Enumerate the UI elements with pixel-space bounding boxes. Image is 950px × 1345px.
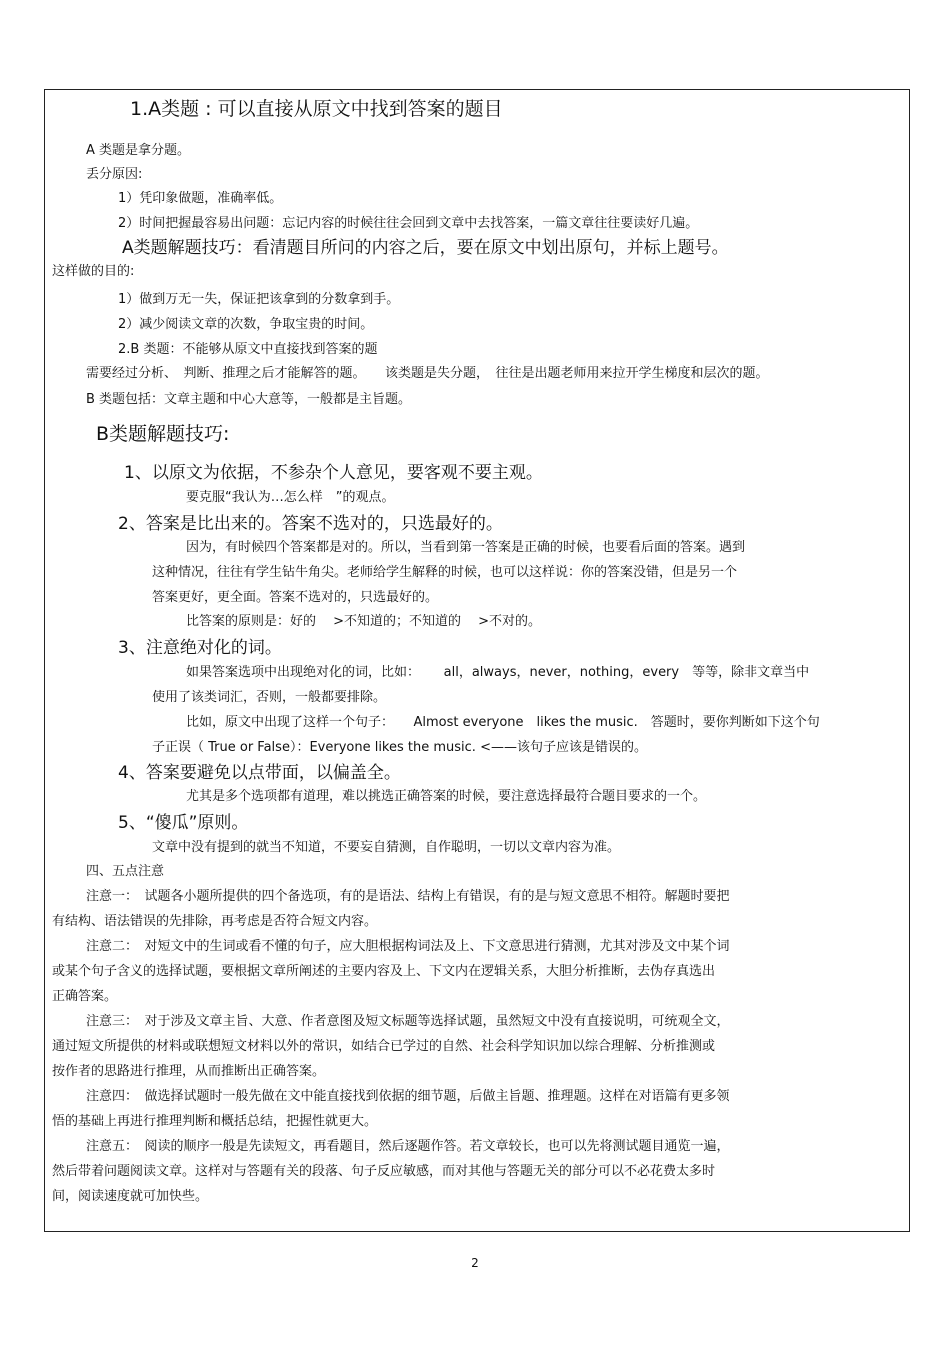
lose-reason-2: 2）时间把握最容易出问题：忘记内容的时候往往会回到文章中去找答案，一篇文章往往要读好几遍。 (118, 216, 699, 231)
rule-3-line-4: 子正误（ True or False）：Everyone likes the music. <——该句子应该是错误的。 (152, 740, 647, 755)
note-2-line-1: 注意二： 对短文中的生词或看不懂的句子，应大胆根据构词法及上、下文意思进行猜测，尤其对涉及文中某个词 (86, 939, 730, 954)
rule-5-line-1: 文章中没有提到的就当不知道，不要妄自猜测，自作聪明，一切以文章内容为准。 (152, 840, 621, 855)
rule-3: 3、注意绝对化的词。 (118, 638, 282, 658)
section-a-tip: A类题解题技巧：看清题目所问的内容之后，要在原文中划出原句，并标上题号。 (122, 238, 729, 258)
rule-2-line-3: 答案更好，更全面。答案不选对的，只选最好的。 (152, 590, 439, 605)
rule-1-note: 要克服“我认为…怎么样 ”的观点。 (186, 490, 395, 505)
rule-4: 4、答案要避免以点带面，以偏盖全。 (118, 763, 401, 783)
rule-1: 1、以原文为依据，不参杂个人意见，要客观不要主观。 (124, 463, 543, 483)
purpose-1: 1）做到万无一失，保证把该拿到的分数拿到手。 (118, 292, 400, 307)
note-4-line-1: 注意四： 做选择试题时一般先做在文中能直接找到依据的细节题，后做主旨题、推理题。这样在对语篇有更多领 (86, 1089, 730, 1104)
purpose-label: 这样做的目的: (52, 264, 135, 279)
rule-2-line-4: 比答案的原则是：好的 >不知道的；不知道的 >不对的。 (186, 614, 542, 629)
note-1-line-2: 有结构、语法错误的先排除，再考虑是否符合短文内容。 (52, 914, 378, 929)
rule-3-line-3: 比如，原文中出现了这样一个句子： Almost everyone likes the music. 答题时，要你判断如下这个句 (186, 715, 820, 730)
section-a-intro: A 类题是拿分题。 (86, 143, 191, 158)
section-a-title: 1.A类题 : 可以直接从原文中找到答案的题目 (130, 98, 503, 120)
lose-reason-label: 丢分原因: (86, 167, 143, 182)
note-2-line-2: 或某个句子含义的选择试题，要根据文章所阐述的主要内容及上、下文内在逻辑关系，大胆分析推断，去伪存真选出 (52, 964, 716, 979)
section-b-includes: B 类题包括：文章主题和中心大意等，一般都是主旨题。 (86, 392, 412, 407)
rule-2: 2、答案是比出来的。答案不选对的，只选最好的。 (118, 514, 503, 534)
lose-reason-1: 1）凭印象做题，准确率低。 (118, 191, 283, 206)
section-b-desc: 需要经过分析、 判断、推理之后才能解答的题。 该类题是失分题， 往往是出题老师用来拉开学生梯度和层次的题。 (86, 366, 769, 381)
rule-3-line-2: 使用了该类词汇，否则，一般都要排除。 (152, 690, 387, 705)
note-5-line-2: 然后带着问题阅读文章。这样对与答题有关的段落、句子反应敏感，而对其他与答题无关的部分可以不必花费太多时 (52, 1164, 716, 1179)
note-2-line-3: 正确答案。 (52, 989, 118, 1004)
rule-5: 5、“傻瓜”原则。 (118, 813, 249, 833)
page-number: 2 (471, 1256, 479, 1270)
section-4-title: 四、五点注意 (86, 864, 165, 879)
note-1-line-1: 注意一： 试题各小题所提供的四个备选项，有的是语法、结构上有错误，有的是与短文意思不相符。解题时要把 (86, 889, 730, 904)
note-3-line-2: 通过短文所提供的材料或联想短文材料以外的常识，如结合已学过的自然、社会科学知识加以综合理解、分析推测或 (52, 1039, 716, 1054)
section-b-tip-heading: B类题解题技巧: (96, 423, 230, 445)
note-5-line-1: 注意五： 阅读的顺序一般是先读短文，再看题目，然后逐题作答。若文章较长，也可以先将测试题目通览一遍， (86, 1139, 730, 1154)
note-3-line-3: 按作者的思路进行推理，从而推断出正确答案。 (52, 1064, 326, 1079)
note-3-line-1: 注意三： 对于涉及文章主旨、大意、作者意图及短文标题等选择试题，虽然短文中没有直接说明，可统观全文， (86, 1014, 730, 1029)
rule-2-line-2: 这种情况，往往有学生钻牛角尖。老师给学生解释的时候，也可以这样说：你的答案没错，但是另一个 (152, 565, 738, 580)
rule-4-line-1: 尤其是多个选项都有道理，难以挑选正确答案的时候，要注意选择最符合题目要求的一个。 (186, 789, 707, 804)
content-frame (44, 89, 910, 1232)
note-5-line-3: 间，阅读速度就可加快些。 (52, 1189, 209, 1204)
section-b-title: 2.B 类题：不能够从原文中直接找到答案的题 (118, 342, 378, 357)
rule-3-line-1: 如果答案选项中出现绝对化的词，比如： all，always，never，nothing，every 等等，除非文章当中 (186, 665, 810, 680)
note-4-line-2: 悟的基础上再进行推理判断和概括总结，把握性就更大。 (52, 1114, 378, 1129)
purpose-2: 2）减少阅读文章的次数，争取宝贵的时间。 (118, 317, 374, 332)
rule-2-line-1: 因为，有时候四个答案都是对的。所以，当看到第一答案是正确的时候，也要看后面的答案。遇到 (186, 540, 746, 555)
